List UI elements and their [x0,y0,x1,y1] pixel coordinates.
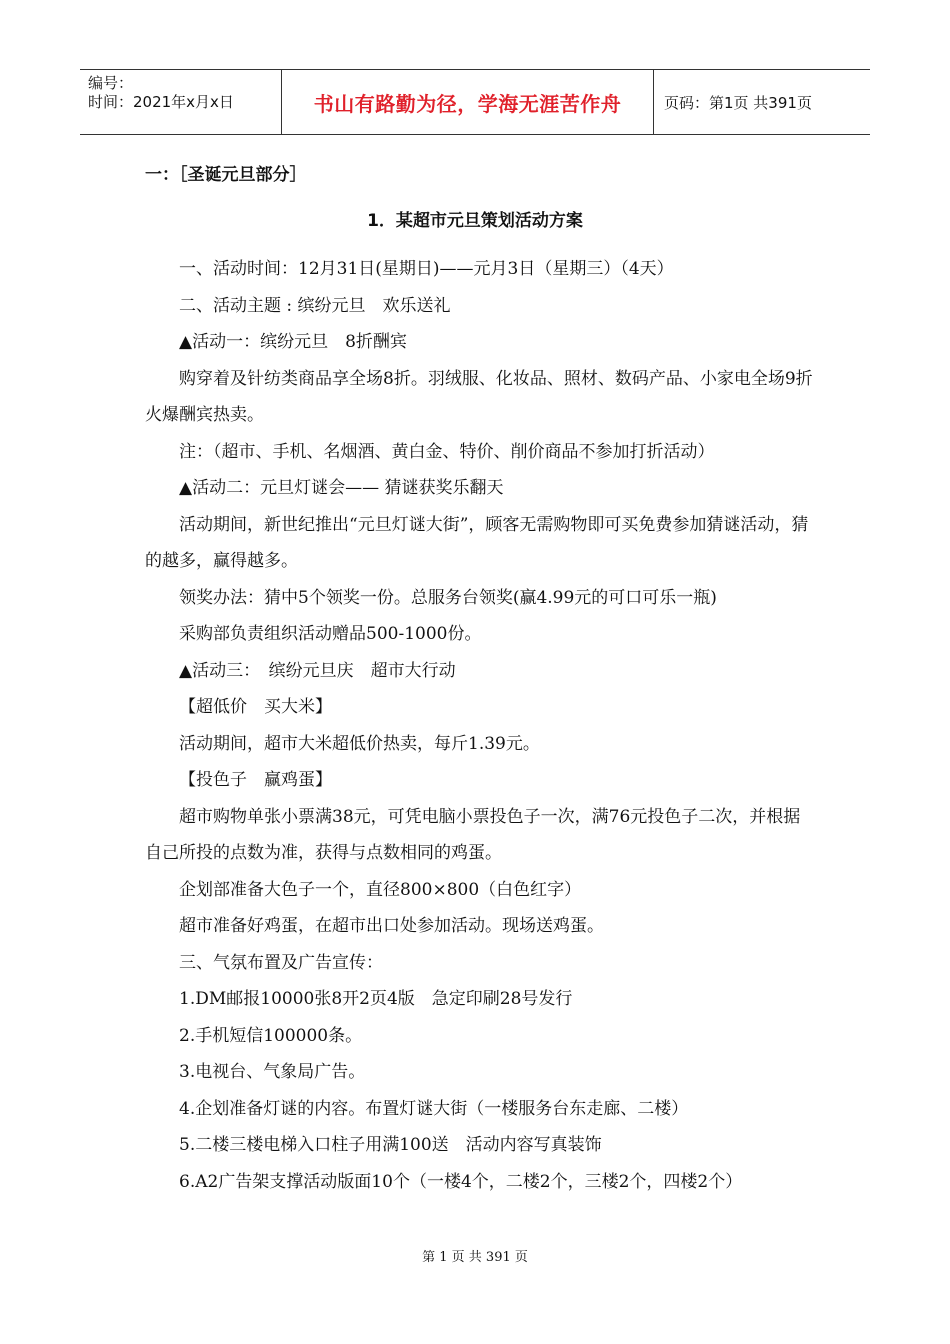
paragraph: 【投色子 赢鸡蛋】 [179,770,332,790]
document-body [145,251,813,1200]
paragraph: 超市准备好鸡蛋，在超市出口处参加活动。现场送鸡蛋。 [179,916,604,936]
paragraph: 采购部负责组织活动赠品500-1000份。 [179,624,482,644]
header-table [80,69,870,135]
paragraph: ▲活动一：缤纷元旦 8折酬宾 [179,332,407,352]
paragraph: 1.DM邮报10000张8开2页4版 急定印刷28号发行 [179,989,573,1009]
paragraph: 购穿着及针纺类商品享全场8折。羽绒服、化妆品、照材、数码产品、小家电全场9折火爆酬宾热卖。 [145,368,813,425]
paragraph: 超市购物单张小票满38元，可凭电脑小票投色子一次，满76元投色子二次，并根据自己所投的点数为准，获得与点数相同的鸡蛋。 [145,806,801,863]
paragraph: 6.A2广告架支撑活动版面10个（一楼4个，二楼2个，三楼2个，四楼2个） [179,1171,743,1192]
paragraph: 领奖办法：猜中5个领奖一份。总服务台领奖(赢4.99元的可口可乐一瓶) [179,587,717,608]
paragraph: 二、活动主题 : 缤纷元旦 欢乐送礼 [179,295,451,316]
date-label: 时间：2021年x月x日 [88,93,234,111]
paragraph: 活动期间，超市大米超低价热卖，每斤1.39元。 [179,733,540,754]
paragraph: 4.企划准备灯谜的内容。布置灯谜大街（一楼服务台东走廊、二楼） [179,1098,689,1119]
page-footer: 第 1 页 共 391 页 [422,1250,528,1265]
page-label: 页码：第1页 共391页 [664,93,812,112]
section-title: 一：［圣诞元旦部分］ [145,165,307,185]
paragraph: 3.电视台、气象局广告。 [179,1062,366,1082]
paragraph: 企划部准备大色子一个，直径800×800（白色红字） [179,879,582,900]
header-page-cell [654,70,870,134]
paragraph: ▲活动三： 缤纷元旦庆 超市大行动 [179,660,456,681]
paragraph: 三、气氛布置及广告宣传： [179,952,383,973]
paragraph: 5.二楼三楼电梯入口柱子用满100送 活动内容写真装饰 [179,1135,602,1155]
document-title: 1．某超市元旦策划活动方案 [367,211,583,231]
motto: 书山有路勤为径，学海无涯苦作舟 [313,91,622,116]
paragraph: 2.手机短信100000条。 [179,1025,363,1046]
paragraph: 一、活动时间：12月31日(星期日)——元月3日（星期三）（4天） [179,259,674,279]
paragraph: 注：（超市、手机、名烟酒、黄白金、特价、削价商品不参加打折活动） [179,441,715,462]
number-label: 编号： [88,74,134,92]
header-motto-cell [282,70,654,134]
paragraph: 【超低价 买大米】 [179,697,332,717]
header-meta-cell [80,70,282,134]
paragraph: 活动期间，新世纪推出“元旦灯谜大街”，顾客无需购物即可买免费参加猜谜活动，猜的越多，赢得越多。 [145,514,809,571]
paragraph: ▲活动二：元旦灯谜会—— 猜谜获奖乐翻天 [179,478,504,498]
